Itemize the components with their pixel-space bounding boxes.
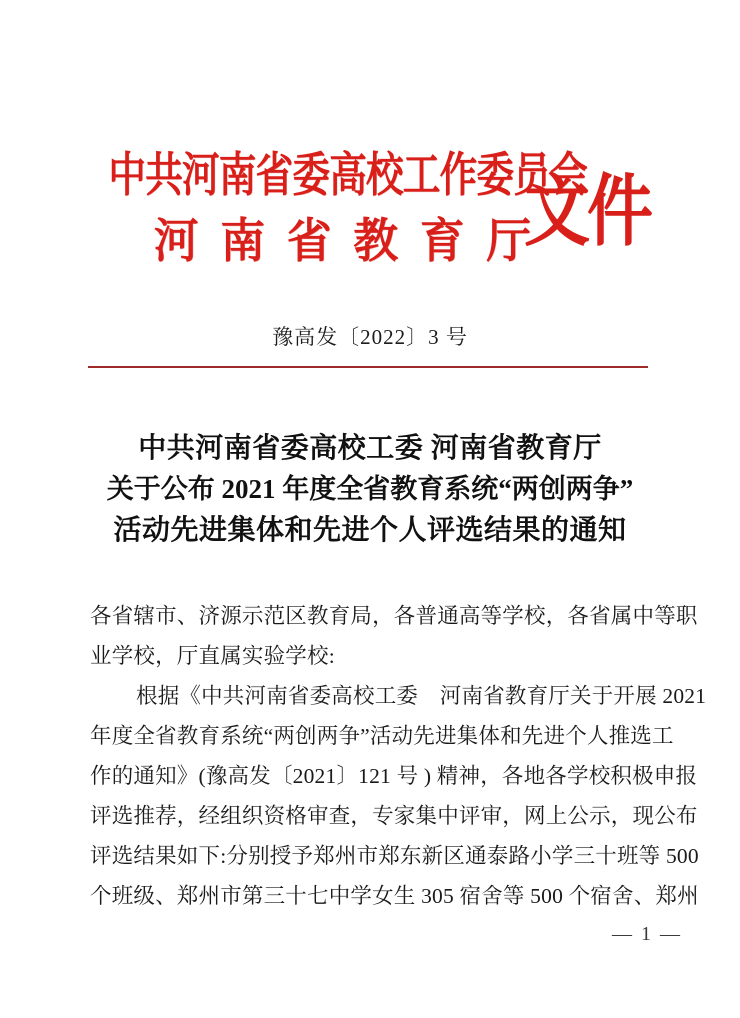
document-body xyxy=(90,596,707,916)
title-line-3: 活动先进集体和先进个人评选结果的通知 xyxy=(113,515,627,546)
addressee-line: 各省辖市、济源示范区教育局，各普通高等学校，各省属中等职 xyxy=(90,604,698,628)
document-title xyxy=(0,428,740,551)
addressee-line: 业学校，厅直属实验学校: xyxy=(90,644,335,668)
page-number: — 1 — xyxy=(612,923,682,945)
paragraph-line: 评选推荐，经组织资格审查，专家集中评审，网上公示，现公布 xyxy=(90,804,698,828)
red-separator-rule xyxy=(88,366,648,368)
letterhead-document-word: 文件 xyxy=(524,169,650,256)
paragraph-line: 个班级、郑州市第三十七中学女生 305 宿舍等 500 个宿舍、郑州 xyxy=(90,884,699,908)
paragraph-line: 年度全省教育系统“两创两争”活动先进集体和先进个人推选工 xyxy=(90,724,674,748)
paragraph-line: 评选结果如下:分别授予郑州市郑东新区通泰路小学三十班等 500 xyxy=(90,844,699,868)
document-number: 豫高发〔2022〕3 号 xyxy=(272,325,468,349)
letterhead-agency-line-2: 河南省教育厅 xyxy=(153,216,553,268)
title-line-1: 中共河南省委高校工委 河南省教育厅 xyxy=(138,433,602,464)
paragraph-line: 根据《中共河南省委高校工委 河南省教育厅关于开展 2021 xyxy=(136,684,707,708)
letterhead-agency-line-1: 中共河南省委高校工作委员会 xyxy=(108,150,587,202)
title-line-2: 关于公布 2021 年度全省教育系统“两创两争” xyxy=(106,474,634,504)
letterhead-masthead xyxy=(0,138,740,288)
paragraph-line: 作的通知》(豫高发〔2021〕121 号 ) 精神，各地各学校积极申报 xyxy=(90,764,698,788)
